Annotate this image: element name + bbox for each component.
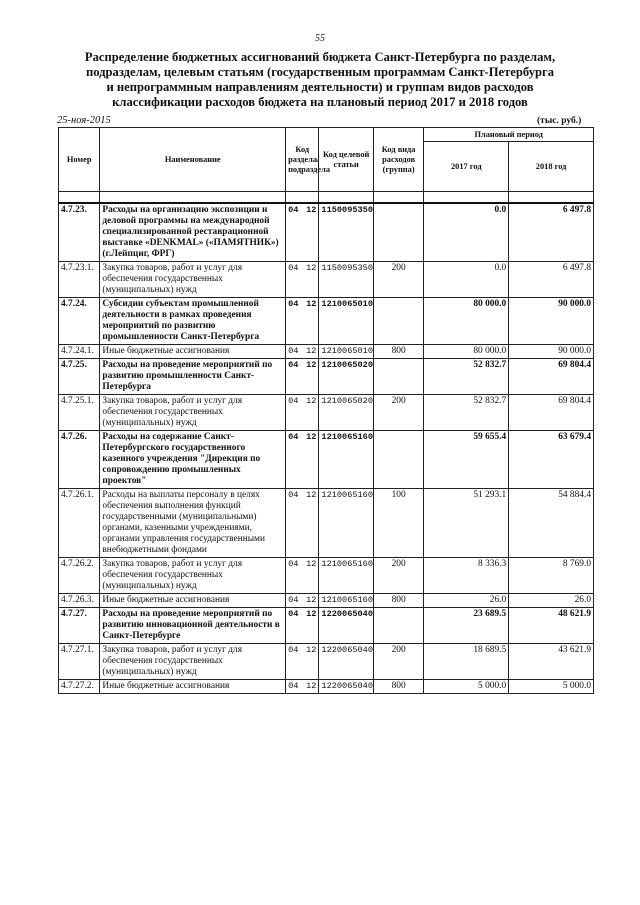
header-number: Номер — [59, 128, 100, 192]
table-row — [59, 359, 594, 395]
row-target-code: 1210065160 — [319, 594, 374, 608]
podrazdel-code: 12 — [306, 299, 317, 309]
row-razdel — [286, 594, 319, 608]
row-amount-2017: 18 689.5 — [424, 644, 509, 680]
row-razdel — [286, 395, 319, 431]
header-group: Код вида расходов (группа) — [373, 128, 423, 192]
podrazdel-code: 12 — [306, 559, 317, 569]
table-row — [59, 298, 594, 345]
row-number: 4.7.27. — [59, 608, 100, 644]
razdel-code: 04 — [288, 645, 299, 655]
row-name: Расходы на содержание Санкт-Петербургского государственного казенного учреждения "Дирекция по сопровождению промышленных проектов" — [100, 431, 286, 489]
razdel-code: 04 — [288, 360, 299, 370]
budget-table — [58, 127, 594, 694]
row-target-code: 1150095350 — [319, 203, 374, 262]
podrazdel-code: 12 — [306, 263, 317, 273]
razdel-code: 04 — [288, 299, 299, 309]
row-razdel — [286, 203, 319, 262]
title-line: классификации расходов бюджета на плановый период 2017 и 2018 годов — [112, 95, 528, 109]
row-number: 4.7.26.3. — [59, 594, 100, 608]
table-row — [59, 489, 594, 558]
row-razdel — [286, 644, 319, 680]
row-amount-2018: 8 769.0 — [509, 558, 594, 594]
header-2017: 2017 год — [424, 142, 509, 192]
row-name: Закупка товаров, работ и услуг для обеспечения государственных (муниципальных) нужд — [100, 262, 286, 298]
razdel-code: 04 — [288, 595, 299, 605]
row-amount-2017: 26.0 — [424, 594, 509, 608]
title-line: и непрограммным направлениям деятельности) и группам видов расходов — [106, 80, 534, 94]
row-amount-2018: 69 804.4 — [509, 359, 594, 395]
row-amount-2017: 8 336.3 — [424, 558, 509, 594]
row-razdel — [286, 431, 319, 489]
row-razdel — [286, 262, 319, 298]
row-number: 4.7.26. — [59, 431, 100, 489]
row-name: Иные бюджетные ассигнования — [100, 680, 286, 694]
razdel-code: 04 — [288, 396, 299, 406]
row-razdel — [286, 298, 319, 345]
row-group-code: 200 — [373, 395, 423, 431]
row-amount-2017: 51 293.1 — [424, 489, 509, 558]
title-line: Распределение бюджетных ассигнований бюджета Санкт-Петербурга по разделам, — [84, 50, 556, 64]
razdel-code: 04 — [288, 609, 299, 619]
document-title — [40, 50, 600, 110]
row-amount-2018: 63 679.4 — [509, 431, 594, 489]
table-row — [59, 262, 594, 298]
row-razdel — [286, 680, 319, 694]
row-group-code: 200 — [373, 262, 423, 298]
razdel-code: 04 — [288, 263, 299, 273]
row-target-code: 1210065160 — [319, 558, 374, 594]
podrazdel-code: 12 — [306, 346, 317, 356]
row-name: Иные бюджетные ассигнования — [100, 594, 286, 608]
row-number: 4.7.27.2. — [59, 680, 100, 694]
row-name: Иные бюджетные ассигнования — [100, 345, 286, 359]
podrazdel-code: 12 — [306, 396, 317, 406]
row-amount-2017: 52 832.7 — [424, 395, 509, 431]
razdel-code: 04 — [288, 432, 299, 442]
podrazdel-code: 12 — [306, 681, 317, 691]
row-amount-2017: 23 689.5 — [424, 608, 509, 644]
row-name: Закупка товаров, работ и услуг для обеспечения государственных (муниципальных) нужд — [100, 395, 286, 431]
podrazdel-code: 12 — [306, 595, 317, 605]
units-label: (тыс. руб.) — [537, 116, 582, 126]
row-group-code — [373, 298, 423, 345]
row-number: 4.7.23. — [59, 203, 100, 262]
row-razdel — [286, 345, 319, 359]
podrazdel-code: 12 — [306, 645, 317, 655]
row-amount-2018: 5 000.0 — [509, 680, 594, 694]
row-amount-2017: 52 832.7 — [424, 359, 509, 395]
podrazdel-code: 12 — [306, 432, 317, 442]
table-row — [59, 680, 594, 694]
row-target-code: 1150095350 — [319, 262, 374, 298]
row-target-code: 1210065160 — [319, 489, 374, 558]
row-razdel — [286, 359, 319, 395]
podrazdel-code: 12 — [306, 360, 317, 370]
table-row — [59, 431, 594, 489]
row-amount-2018: 26.0 — [509, 594, 594, 608]
table-row — [59, 644, 594, 680]
row-amount-2018: 6 497.8 — [509, 203, 594, 262]
row-amount-2018: 6 497.8 — [509, 262, 594, 298]
header-2018: 2018 год — [509, 142, 594, 192]
table-row — [59, 608, 594, 644]
table-row — [59, 395, 594, 431]
podrazdel-code: 12 — [306, 490, 317, 500]
row-group-code: 200 — [373, 644, 423, 680]
row-target-code: 1220065040 — [319, 644, 374, 680]
date-stamp: 25-ноя-2015 — [57, 115, 111, 126]
row-amount-2018: 43 621.9 — [509, 644, 594, 680]
row-name: Субсидии субъектам промышленной деятельности в рамках проведения мероприятий по развитию промышленности Санкт-Петербурга — [100, 298, 286, 345]
row-group-code — [373, 359, 423, 395]
row-target-code: 1210065010 — [319, 345, 374, 359]
row-target-code: 1220065040 — [319, 608, 374, 644]
row-target-code: 1220065040 — [319, 680, 374, 694]
row-number: 4.7.24. — [59, 298, 100, 345]
row-name: Закупка товаров, работ и услуг для обеспечения государственных (муниципальных) нужд — [100, 644, 286, 680]
row-number: 4.7.26.1. — [59, 489, 100, 558]
row-number: 4.7.25.1. — [59, 395, 100, 431]
row-amount-2017: 59 655.4 — [424, 431, 509, 489]
row-target-code: 1210065010 — [319, 298, 374, 345]
row-name: Расходы на проведение мероприятий по развитию инновационной деятельности в Санкт-Петербурге — [100, 608, 286, 644]
row-target-code: 1210065160 — [319, 431, 374, 489]
row-group-code: 800 — [373, 345, 423, 359]
header-name: Наименование — [100, 128, 286, 192]
podrazdel-code: 12 — [306, 205, 317, 215]
row-amount-2017: 80 000.0 — [424, 298, 509, 345]
razdel-code: 04 — [288, 559, 299, 569]
row-name: Закупка товаров, работ и услуг для обеспечения государственных (муниципальных) нужд — [100, 558, 286, 594]
razdel-code: 04 — [288, 346, 299, 356]
row-group-code: 200 — [373, 558, 423, 594]
row-razdel — [286, 558, 319, 594]
table-row — [59, 594, 594, 608]
table-row — [59, 558, 594, 594]
row-amount-2017: 80 000.0 — [424, 345, 509, 359]
row-name: Расходы на проведение мероприятий по развитию промышленности Санкт-Петербурга — [100, 359, 286, 395]
row-amount-2018: 90 000.0 — [509, 345, 594, 359]
razdel-code: 04 — [288, 681, 299, 691]
row-number: 4.7.24.1. — [59, 345, 100, 359]
row-amount-2017: 0.0 — [424, 262, 509, 298]
row-group-code — [373, 431, 423, 489]
row-amount-2017: 0.0 — [424, 203, 509, 262]
row-group-code: 800 — [373, 594, 423, 608]
title-line: подразделам, целевым статьям (государственным программам Санкт-Петербурга — [85, 65, 555, 79]
row-group-code — [373, 203, 423, 262]
row-amount-2018: 48 621.9 — [509, 608, 594, 644]
row-group-code: 800 — [373, 680, 423, 694]
row-group-code: 100 — [373, 489, 423, 558]
podrazdel-code: 12 — [306, 609, 317, 619]
row-target-code: 1210065020 — [319, 359, 374, 395]
row-razdel — [286, 489, 319, 558]
row-amount-2018: 54 884.4 — [509, 489, 594, 558]
header-target: Код целевой статьи — [319, 128, 374, 192]
row-number: 4.7.25. — [59, 359, 100, 395]
header-razdel: Код раздела/ подраздела — [286, 128, 319, 192]
row-amount-2018: 69 804.4 — [509, 395, 594, 431]
table-body — [59, 203, 594, 694]
table-row — [59, 203, 594, 262]
row-target-code: 1210065020 — [319, 395, 374, 431]
row-razdel — [286, 608, 319, 644]
razdel-code: 04 — [288, 490, 299, 500]
row-amount-2017: 5 000.0 — [424, 680, 509, 694]
row-name: Расходы на организацию экспозиции и деловой программы на международной специализированной реставрационной выставке «DENKMAL» («ПАМЯТНИК») (г.Лейпциг, ФРГ) — [100, 203, 286, 262]
table-row — [59, 345, 594, 359]
row-number: 4.7.26.2. — [59, 558, 100, 594]
razdel-code: 04 — [288, 205, 299, 215]
row-number: 4.7.27.1. — [59, 644, 100, 680]
row-amount-2018: 90 000.0 — [509, 298, 594, 345]
row-group-code — [373, 608, 423, 644]
row-number: 4.7.23.1. — [59, 262, 100, 298]
row-name: Расходы на выплаты персоналу в целях обеспечения выполнения функций государственными (муниципальными) органами, казенными учреждениями, органами управления государственными внебюджетными фондами — [100, 489, 286, 558]
header-plan: Плановый период — [424, 128, 594, 142]
page-number: 55 — [315, 33, 325, 44]
